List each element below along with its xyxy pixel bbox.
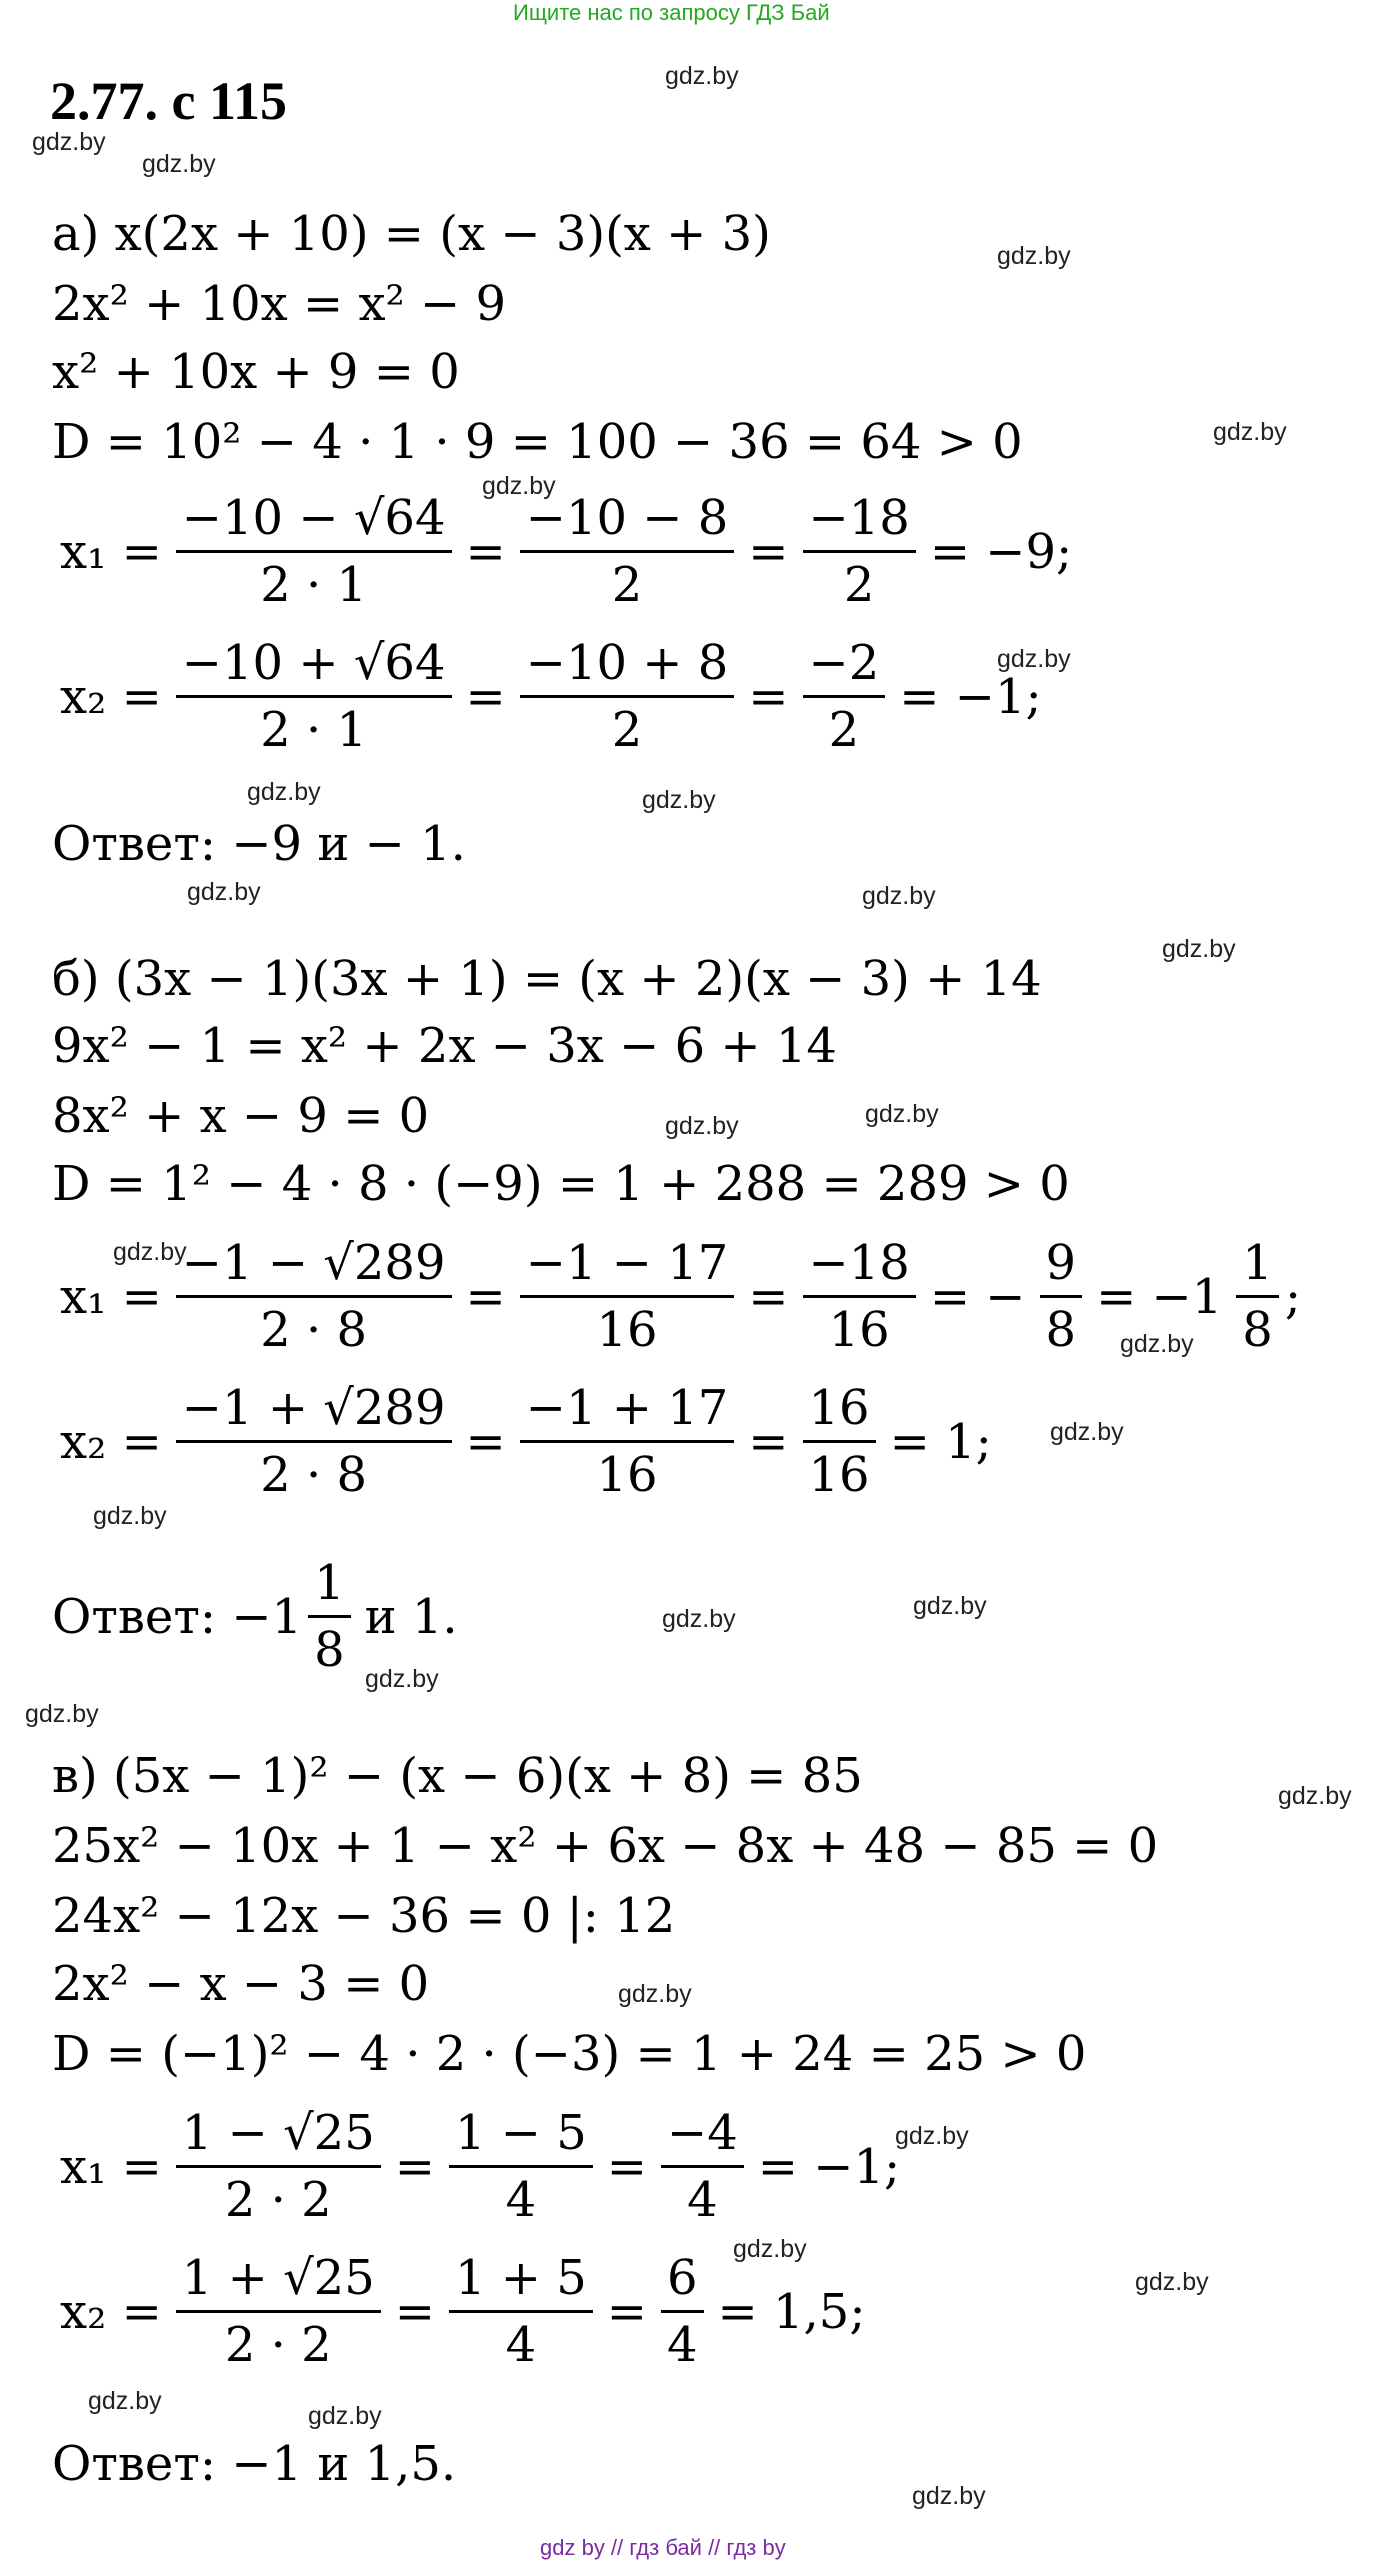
footer-links[interactable]: gdz by // гдз бай // гдз by: [540, 2535, 786, 2560]
fraction: $\frac{1}{8}$: [1236, 1235, 1279, 1358]
part-a-answer: Ответ: −9 и − 1.: [52, 816, 466, 872]
fraction: $\frac{1 - √25}{2 \cdot 2}$: [176, 2105, 381, 2228]
root-result: = 1,5;: [717, 2283, 866, 2340]
watermark: gdz.by: [862, 882, 936, 910]
part-b-step-2: 8x² + x − 9 = 0: [52, 1088, 430, 1144]
watermark: gdz.by: [187, 878, 261, 906]
fraction: $\frac{-18}{16}$: [803, 1235, 916, 1358]
root-label: x₂ =: [60, 2283, 162, 2340]
page-title: 2.77. с 115: [50, 71, 287, 131]
fraction: $\frac{-1 - 17}{16}$: [520, 1235, 735, 1358]
part-a-root-2: x₂ = $\frac{-10 + √64}{2 \cdot 1}$ = $\frac{-10 + 8}{2}$ = $\frac{-2}{2}$ = −1;: [52, 635, 1050, 758]
root-label: x₁ =: [60, 2138, 162, 2195]
watermark: gdz.by: [665, 62, 739, 90]
part-b-root-1: x₁ = $\frac{-1 - √289}{2 \cdot 8}$ = $\frac{-1 - 17}{16}$ = $\frac{-18}{16}$ = − $\frac{9}{8}$ = −1 $\frac{1}{8}$ ;: [52, 1235, 1301, 1358]
watermark: gdz.by: [865, 1100, 939, 1128]
watermark: gdz.by: [1050, 1418, 1124, 1446]
fraction: $\frac{1 + 5}{4}$: [449, 2250, 593, 2373]
part-a-step-2: x² + 10x + 9 = 0: [52, 344, 460, 400]
fraction: $\frac{1 + √25}{2 \cdot 2}$: [176, 2250, 381, 2373]
watermark: gdz.by: [88, 2387, 162, 2415]
watermark: gdz.by: [912, 2482, 986, 2510]
fraction: $\frac{-1 + 17}{16}$: [520, 1380, 735, 1503]
watermark: gdz.by: [618, 1980, 692, 2008]
root-label: x₁ =: [60, 523, 162, 580]
search-hint-link[interactable]: Ищите нас по запросу ГДЗ Бай: [513, 0, 830, 25]
part-a-equation: а) x(2x + 10) = (x − 3)(x + 3): [52, 206, 771, 262]
watermark: gdz.by: [642, 786, 716, 814]
fraction: $\frac{6}{4}$: [661, 2250, 704, 2373]
fraction: $\frac{9}{8}$: [1040, 1235, 1083, 1358]
root-label: x₂ =: [60, 668, 162, 725]
root-result: = −1;: [899, 668, 1042, 725]
part-v-step-2: 24x² − 12x − 36 = 0 |: 12: [52, 1888, 676, 1944]
fraction: $\frac{-1 - √289}{2 \cdot 8}$: [176, 1235, 452, 1358]
fraction: $\frac{-10 + √64}{2 \cdot 1}$: [176, 635, 452, 758]
root-result: = −9;: [929, 523, 1073, 580]
watermark: gdz.by: [1135, 2268, 1209, 2296]
part-a-step-1: 2x² + 10x = x² − 9: [52, 276, 507, 332]
part-v-step-3: 2x² − x − 3 = 0: [52, 1956, 430, 2012]
watermark: gdz.by: [113, 1238, 187, 1266]
part-v-root-1: x₁ = $\frac{1 - √25}{2 \cdot 2}$ = $\frac{1 - 5}{4}$ = $\frac{-4}{4}$ = −1;: [52, 2105, 908, 2228]
watermark: gdz.by: [365, 1665, 439, 1693]
watermark: gdz.by: [997, 242, 1071, 270]
fraction: $\frac{-1 + √289}{2 \cdot 8}$: [176, 1380, 452, 1503]
part-v-root-2: x₂ = $\frac{1 + √25}{2 \cdot 2}$ = $\frac{1 + 5}{4}$ = $\frac{6}{4}$ = 1,5;: [52, 2250, 874, 2373]
watermark: gdz.by: [665, 1112, 739, 1140]
watermark: gdz.by: [482, 472, 556, 500]
fraction: $\frac{-10 - 8}{2}$: [520, 490, 735, 613]
watermark: gdz.by: [32, 128, 106, 156]
watermark: gdz.by: [1213, 418, 1287, 446]
root-label: x₂ =: [60, 1413, 162, 1470]
watermark: gdz.by: [997, 645, 1071, 673]
watermark: gdz.by: [1278, 1782, 1352, 1810]
watermark: gdz.by: [733, 2235, 807, 2263]
watermark: gdz.by: [93, 1502, 167, 1530]
fraction: $\frac{-10 + 8}{2}$: [520, 635, 735, 758]
fraction: $\frac{-4}{4}$: [661, 2105, 744, 2228]
watermark: gdz.by: [25, 1700, 99, 1728]
watermark: gdz.by: [1120, 1330, 1194, 1358]
watermark: gdz.by: [895, 2122, 969, 2150]
fraction: $\frac{-2}{2}$: [803, 635, 886, 758]
fraction: $\frac{1}{8}$: [308, 1555, 351, 1678]
watermark: gdz.by: [247, 778, 321, 806]
part-v-answer: Ответ: −1 и 1,5.: [52, 2436, 457, 2492]
part-v-step-1: 25x² − 10x + 1 − x² + 6x − 8x + 48 − 85 = 0: [52, 1818, 1159, 1874]
watermark: gdz.by: [142, 150, 216, 178]
part-v-equation: в) (5x − 1)² − (x − 6)(x + 8) = 85: [52, 1748, 863, 1804]
fraction: $\frac{16}{16}$: [803, 1380, 876, 1503]
part-a-discriminant: D = 10² − 4 · 1 · 9 = 100 − 36 = 64 > 0: [52, 414, 1023, 470]
watermark: gdz.by: [662, 1605, 736, 1633]
watermark: gdz.by: [308, 2402, 382, 2430]
part-a-root-1: x₁ = $\frac{-10 - √64}{2 \cdot 1}$ = $\frac{-10 - 8}{2}$ = $\frac{-18}{2}$ = −9;: [52, 490, 1080, 613]
part-v-discriminant: D = (−1)² − 4 · 2 · (−3) = 1 + 24 = 25 > 0: [52, 2026, 1087, 2082]
part-b-root-2: x₂ = $\frac{-1 + √289}{2 \cdot 8}$ = $\frac{-1 + 17}{16}$ = $\frac{16}{16}$ = 1;: [52, 1380, 1000, 1503]
watermark: gdz.by: [1162, 935, 1236, 963]
part-b-step-1: 9x² − 1 = x² + 2x − 3x − 6 + 14: [52, 1018, 837, 1074]
watermark: gdz.by: [913, 1592, 987, 1620]
root-result: = −1;: [757, 2138, 901, 2195]
fraction: $\frac{-18}{2}$: [803, 490, 916, 613]
fraction: $\frac{-10 - √64}{2 \cdot 1}$: [176, 490, 452, 613]
part-b-discriminant: D = 1² − 4 · 8 · (−9) = 1 + 288 = 289 > 0: [52, 1156, 1070, 1212]
fraction: $\frac{1 - 5}{4}$: [449, 2105, 593, 2228]
root-result: = 1;: [889, 1413, 992, 1470]
part-b-answer: Ответ: −1 $\frac{1}{8}$ и 1.: [52, 1555, 458, 1678]
root-label: x₁ =: [60, 1268, 162, 1325]
part-b-equation: б) (3x − 1)(3x + 1) = (x + 2)(x − 3) + 14: [52, 951, 1042, 1007]
